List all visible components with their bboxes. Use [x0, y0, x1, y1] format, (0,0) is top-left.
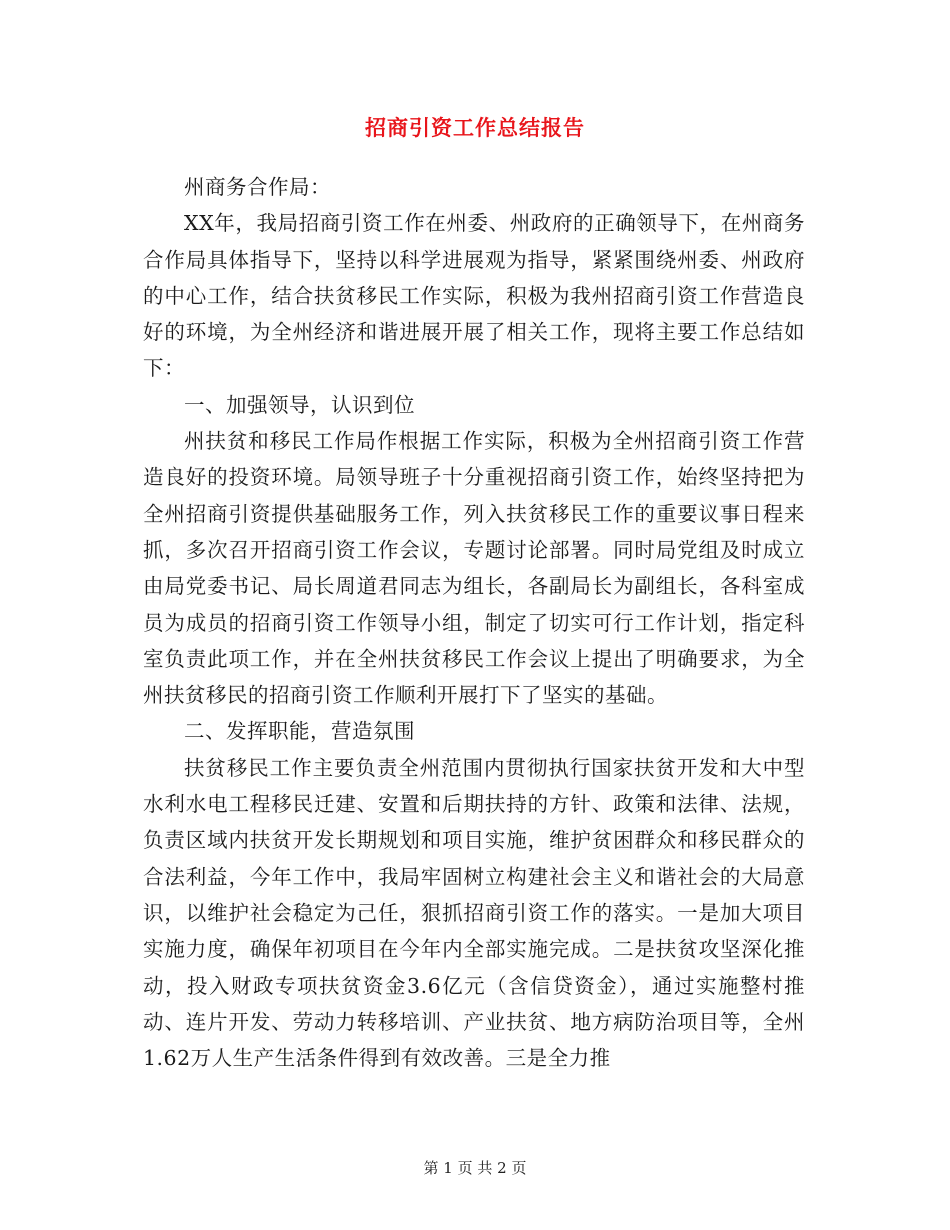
- document-body: [143, 169, 805, 1076]
- intro-paragraph: XX年，我局招商引资工作在州委、州政府的正确领导下，在州商务合作局具体指导下，坚持以科学进展观为指导，紧紧围绕州委、州政府的中心工作，结合扶贫移民工作实际，积极为我州招商引资工作营造良好的环境，为全州经济和谐进展开展了相关工作，现将主要工作总结如下：: [143, 211, 805, 381]
- section-heading-2: 二、发挥职能，营造氛围: [184, 719, 415, 744]
- document-title: 招商引资工作总结报告: [365, 115, 585, 140]
- salutation-paragraph: 州商务合作局：: [184, 175, 331, 199]
- page-footer: 第 1 页 共 2 页: [423, 1159, 527, 1177]
- section-2-paragraph: 扶贫移民工作主要负责全州范围内贯彻执行国家扶贫开发和大中型水利水电工程移民迁建、安置和后期扶持的方针、政策和法律、法规，负责区域内扶贫开发长期规划和项目实施，维护贫困群众和移民群众的合法利益，今年工作中，我局牢固树立构建社会主义和谐社会的大局意识，以维护社会稳定为己任，狠抓招商引资工作的落实。一是加大项目实施力度，确保年初项目在今年内全部实施完成。二是扶贫攻坚深化推动，投入财政专项扶贫资金3.6亿元（含信贷资金），通过实施整村推动、连片开发、劳动力转移培训、产业扶贫、地方病防治项目等，全州1.62万人生产生活条件得到有效改善。三是全力推: [143, 755, 805, 1071]
- section-heading-1: 一、加强领导，认识到位: [184, 392, 415, 417]
- section-1-paragraph: 州扶贫和移民工作局作根据工作实际，积极为全州招商引资工作营造良好的投资环境。局领导班子十分重视招商引资工作，始终坚持把为全州招商引资提供基础服务工作，列入扶贫移民工作的重要议事日程来抓，多次召开招商引资工作会议，专题讨论部署。同时局党组及时成立由局党委书记、局长周道君同志为组长，各副局长为副组长，各科室成员为成员的招商引资工作领导小组，制定了切实可行工作计划，指定科室负责此项工作，并在全州扶贫移民工作会议上提出了明确要求，为全州扶贫移民的招商引资工作顺利开展打下了坚实的基础。: [143, 429, 805, 708]
